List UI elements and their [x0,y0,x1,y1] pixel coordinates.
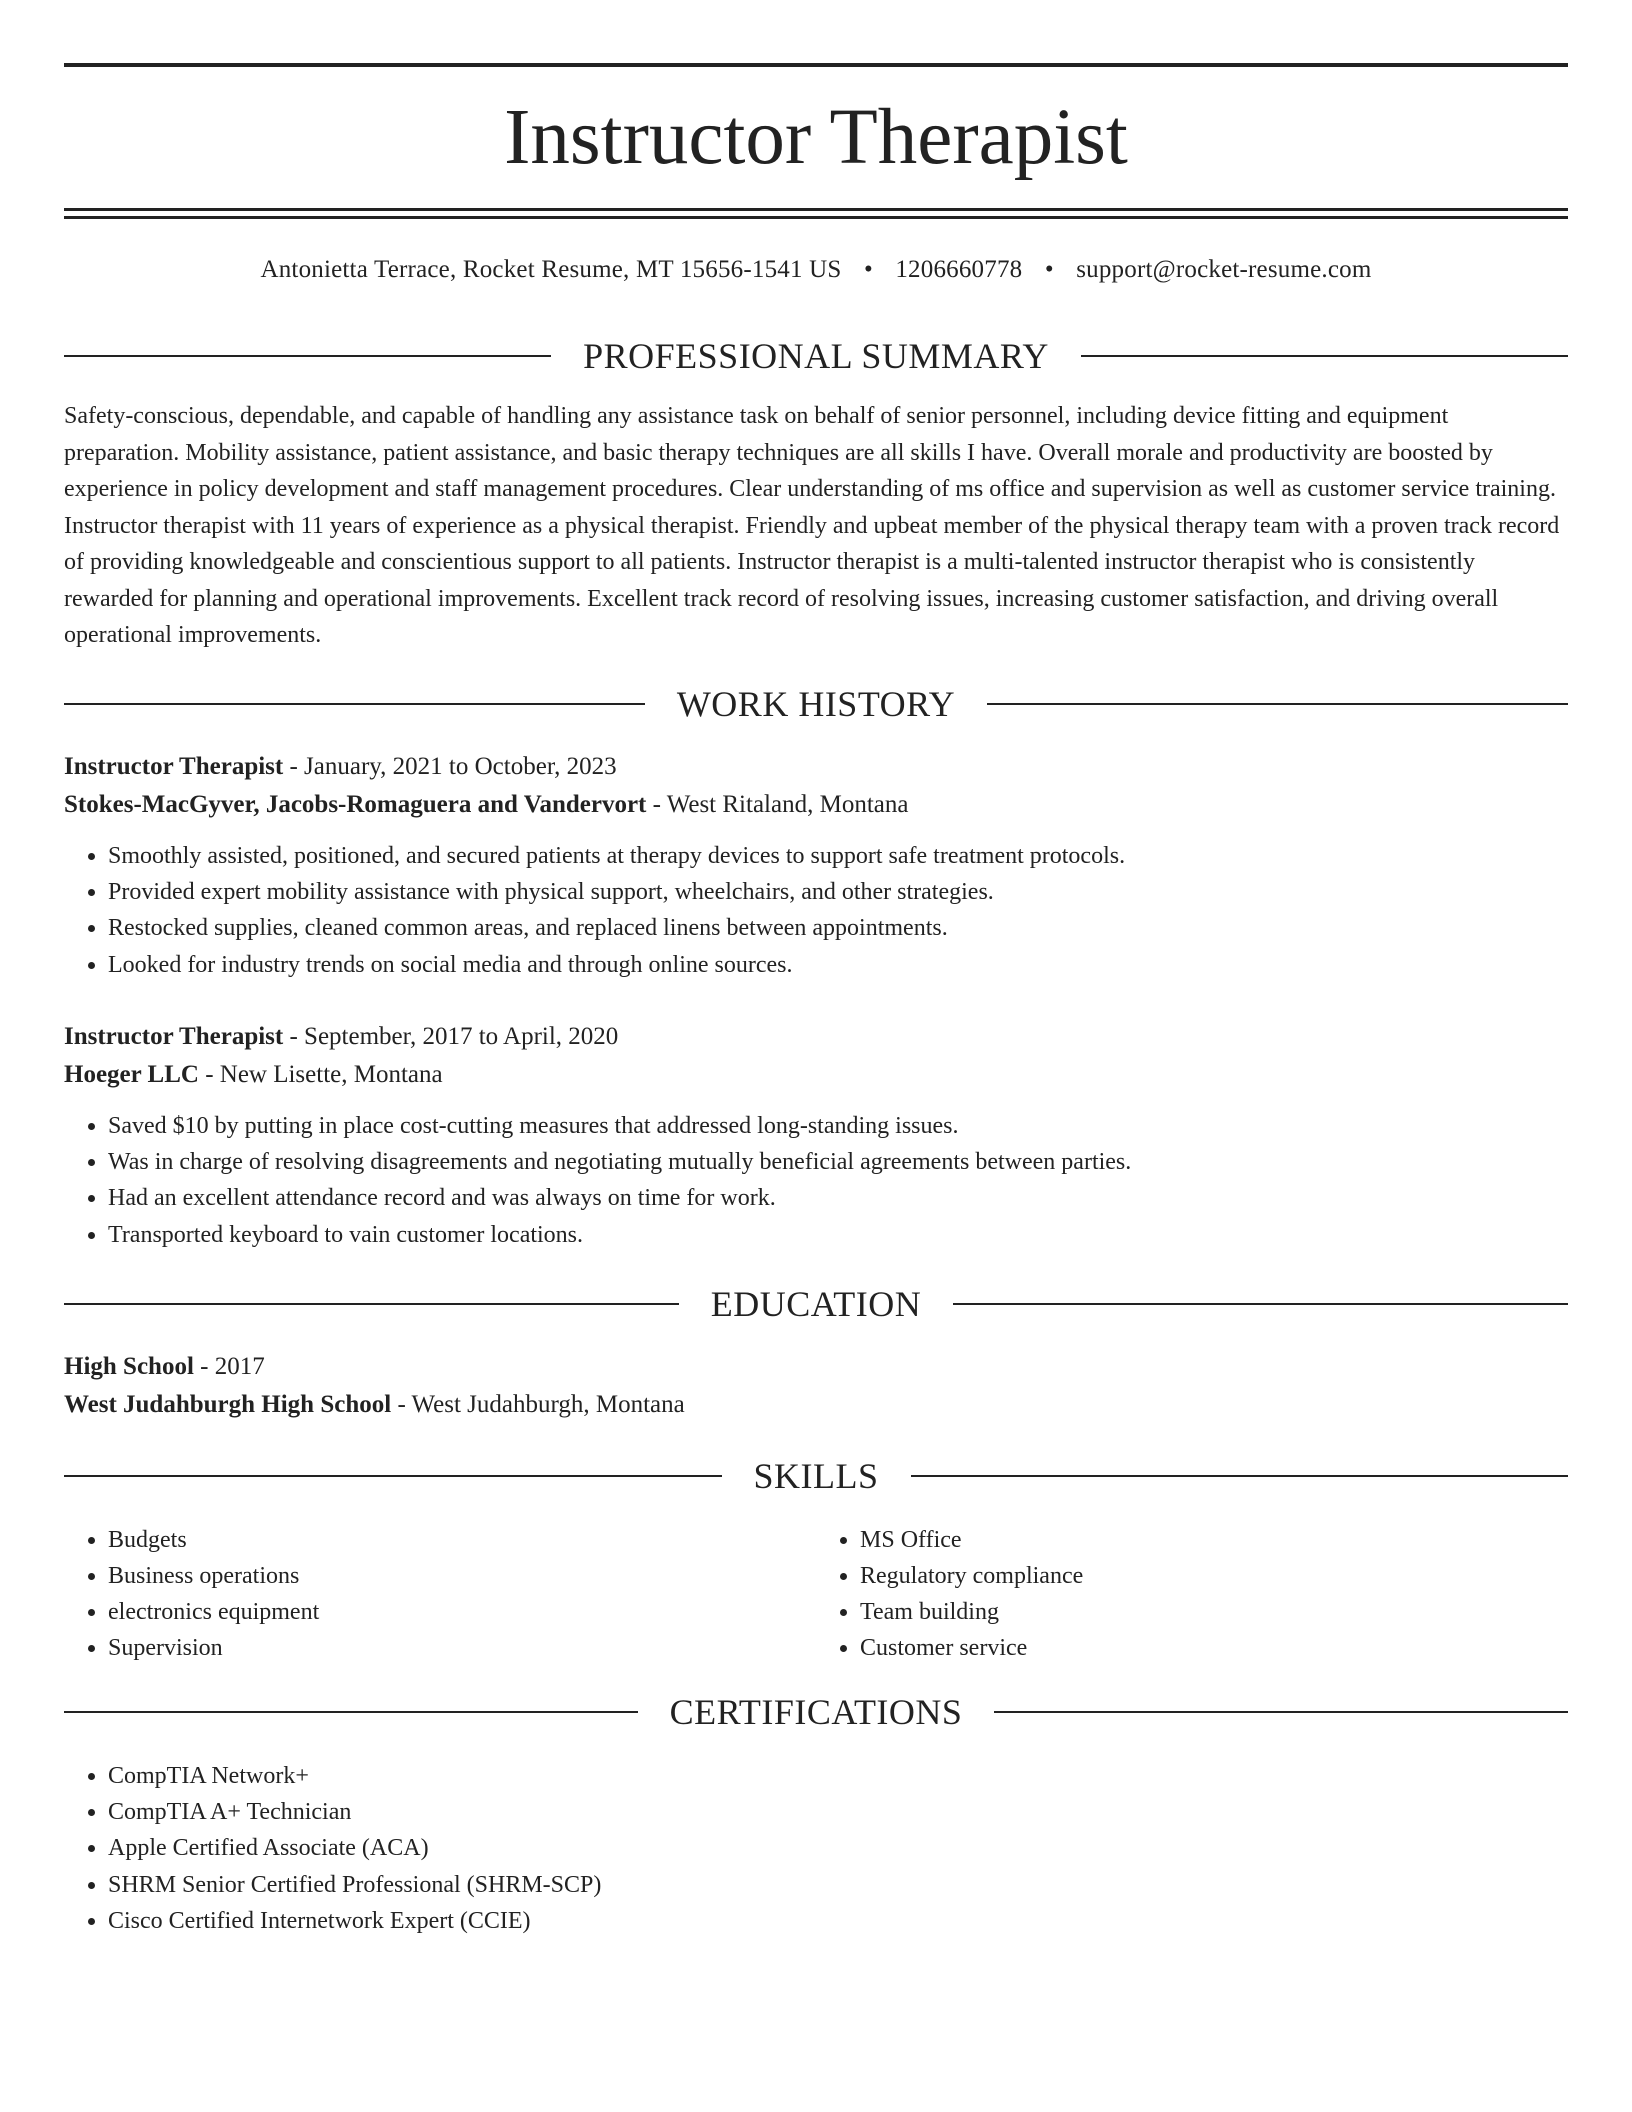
section-title: SKILLS [753,1456,879,1496]
contact-separator: • [1044,256,1054,283]
certification-item: • CompTIA Network+ [108,1758,1568,1794]
section-header-education [64,1282,1568,1326]
list-item: • Restocked supplies, cleaned common areas, and replaced linens between appointments. [108,910,1568,946]
section-rule [1081,355,1568,357]
job-company-line [64,1056,1568,1094]
job-entry [64,1018,1568,1253]
section-rule [987,703,1568,705]
skill-item: • Budgets [108,1522,816,1558]
skill-item: • Business operations [108,1558,816,1594]
job-company: Stokes-MacGyver, Jacobs-Romaguera and Vandervort [64,791,647,818]
job-company: Hoeger LLC [64,1061,199,1088]
education-degree: High School [64,1353,194,1380]
section-rule [64,703,645,705]
job-location: - West Ritaland, Montana [646,791,909,818]
skill-item: • MS Office [860,1522,1568,1558]
skills-column-left [64,1522,816,1666]
contact-line [64,252,1568,288]
education-school: West Judahburgh High School [64,1391,392,1418]
certification-bullets [64,1758,1568,1939]
job-heading [64,1018,1568,1056]
contact-email: support@rocket-resume.com [1076,256,1372,283]
job-company-line [64,786,1568,824]
job-bullets [64,838,1568,983]
section-header-skills [64,1454,1568,1498]
section-header-certifications [64,1690,1568,1734]
list-item: • Transported keyboard to vain customer locations. [108,1217,1568,1253]
certification-item: • SHRM Senior Certified Professional (SHRM-SCP) [108,1867,1568,1903]
list-item: • Looked for industry trends on social media and through online sources. [108,947,1568,983]
section-rule [64,1711,638,1713]
section-title: EDUCATION [710,1284,922,1324]
section-rule [953,1303,1568,1305]
skill-item: • Supervision [108,1630,816,1666]
header-bottom-rule-2 [64,216,1568,219]
certifications-list [64,1758,1568,1939]
education-location: - West Judahburgh, Montana [391,1391,685,1418]
job-heading [64,748,1568,786]
summary-text: Safety-conscious, dependable, and capable of handling any assistance task on behalf of senior personnel, including device fitting and equipment preparation. Mobility assistance, patient assistance, and basic therapy techniques are all skills I have. Overall morale and productivity are boosted by experience in policy development and staff management procedures. Clear understanding of ms office and supervision as well as customer service training. Instructor therapist with 11 years of experience as a physical therapist. Friendly and upbeat member of the physical therapy team with a proven track record of providing knowledgeable and conscientious support to all patients. Instructor therapist is a multi-talented instructor therapist who is consistently rewarded for planning and operational improvements. Excellent track record of resolving issues, increasing customer satisfaction, and driving overall operational improvements. [64,403,1560,648]
list-item: • Provided expert mobility assistance with physical support, wheelchairs, and other strategies. [108,874,1568,910]
skill-item: • Team building [860,1594,1568,1630]
list-item: • Saved $10 by putting in place cost-cutting measures that addressed long-standing issues. [108,1108,1568,1144]
contact-address: Antonietta Terrace, Rocket Resume, MT 15656-1541 US [260,256,842,283]
section-rule [911,1475,1569,1477]
certification-item: • Cisco Certified Internetwork Expert (CCIE) [108,1903,1568,1939]
job-title: Instructor Therapist [64,1023,284,1050]
header-top-rule [64,63,1568,67]
list-item: • Was in charge of resolving disagreements and negotiating mutually beneficial agreements between parties. [108,1144,1568,1180]
contact-phone: 1206660778 [895,256,1023,283]
job-bullets [64,1108,1568,1253]
section-header-summary [64,334,1568,378]
list-item: • Smoothly assisted, positioned, and secured patients at therapy devices to support safe treatment protocols. [108,838,1568,874]
section-title: WORK HISTORY [676,684,956,724]
skills-list [64,1522,1568,1666]
skill-item: • electronics equipment [108,1594,816,1630]
section-rule [64,1303,679,1305]
skill-item: • Customer service [860,1630,1568,1666]
section-rule [64,355,551,357]
job-title: Instructor Therapist [64,753,284,780]
certification-item: • CompTIA A+ Technician [108,1794,1568,1830]
skills-column-right [816,1522,1568,1666]
education-year: - 2017 [193,1353,265,1380]
section-header-work [64,682,1568,726]
list-item: • Had an excellent attendance record and was always on time for work. [108,1180,1568,1216]
certification-item: • Apple Certified Associate (ACA) [108,1830,1568,1866]
education-heading [64,1348,1568,1386]
job-dates: - January, 2021 to October, 2023 [283,753,617,780]
education-entry [64,1348,1568,1424]
contact-separator: • [863,256,873,283]
section-rule [64,1475,722,1477]
section-title: CERTIFICATIONS [669,1692,963,1732]
header-bottom-rule [64,208,1568,211]
education-school-line [64,1386,1568,1424]
resume-name: Instructor Therapist [504,94,1128,181]
skill-item: • Regulatory compliance [860,1558,1568,1594]
job-entry [64,748,1568,983]
job-dates: - September, 2017 to April, 2020 [283,1023,619,1050]
job-location: - New Lisette, Montana [198,1061,443,1088]
section-rule [994,1711,1568,1713]
section-title: PROFESSIONAL SUMMARY [583,336,1049,376]
